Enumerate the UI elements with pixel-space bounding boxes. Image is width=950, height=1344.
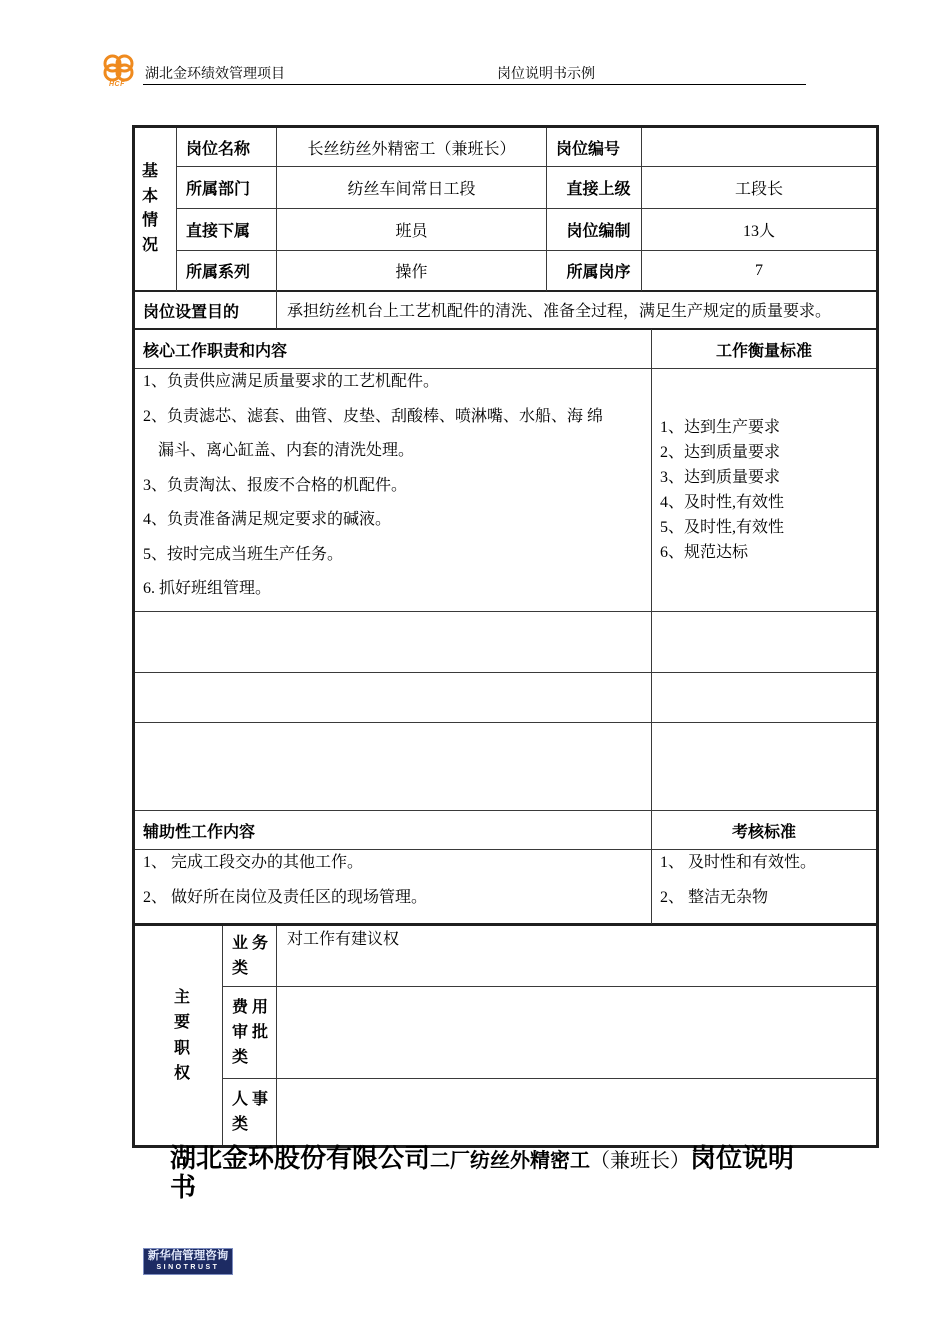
hcf-logo bbox=[100, 54, 138, 90]
performance-standard-item: 6、规范达标 bbox=[660, 544, 749, 561]
blank-table-row bbox=[135, 723, 876, 810]
hcf-logo-icon bbox=[100, 54, 137, 82]
department-value: 纺丝车间常日工段 bbox=[347, 181, 476, 198]
authority-expense-approval-label: 费用审批类 bbox=[232, 999, 268, 1066]
authority-business-cell bbox=[223, 926, 276, 986]
title-doc-type: 岗位说明书 bbox=[170, 1143, 795, 1202]
performance-standard-item: 1、达到生产要求 bbox=[660, 419, 781, 436]
direct-supervisor-label: 直接上级 bbox=[566, 181, 631, 198]
authority-business-label: 业务类 bbox=[232, 935, 268, 977]
core-duty-item: 5、按时完成当班生产任务。 bbox=[143, 545, 344, 563]
sinotrust-logo bbox=[143, 1248, 233, 1275]
authority-personnel-label: 人事类 bbox=[232, 1091, 268, 1133]
direct-subordinate-label: 直接下属 bbox=[186, 223, 251, 240]
assessment-standard-item: 2、 整洁无杂物 bbox=[660, 889, 769, 906]
position-purpose-label: 岗位设置目的 bbox=[143, 303, 240, 321]
performance-standards-header: 工作衡量标准 bbox=[715, 342, 812, 360]
performance-standard-item: 4、及时性,有效性 bbox=[660, 494, 785, 511]
headcount-label: 岗位编制 bbox=[566, 223, 631, 240]
direct-supervisor-value: 工段长 bbox=[734, 181, 783, 198]
document-type: 岗位说明书示例 bbox=[497, 67, 595, 82]
core-duty-item-continuation: 漏斗、离心缸盖、内套的清洗处理。 bbox=[158, 442, 415, 459]
project-name: 湖北金环绩效管理项目 bbox=[145, 67, 285, 82]
core-duty-item: 3、负责淘汰、报废不合格的机配件。 bbox=[143, 476, 408, 494]
performance-standard-item: 5、及时性,有效性 bbox=[660, 519, 785, 536]
performance-standards-list bbox=[660, 415, 784, 565]
position-name-label: 岗位名称 bbox=[186, 140, 251, 158]
core-duty-item: 1、负责供应满足质量要求的工艺机配件。 bbox=[143, 373, 440, 390]
document-title bbox=[170, 1143, 806, 1204]
authority-section-label: 主要职权 bbox=[174, 988, 191, 1082]
assessment-standard-item: 1、 及时性和有效性。 bbox=[660, 854, 817, 871]
position-name-value: 长丝纺丝外精密工（兼班长） bbox=[307, 140, 516, 158]
authority-personnel-text bbox=[277, 1079, 876, 1145]
sinotrust-logo-name: 新华信管理咨询 bbox=[147, 1250, 229, 1262]
core-duties-list bbox=[143, 365, 603, 607]
core-duties-header: 核心工作职责和内容 bbox=[143, 342, 288, 360]
title-position: 二厂纺丝外精密工 bbox=[430, 1150, 591, 1172]
position-number-value bbox=[642, 128, 876, 166]
job-series-value: 操作 bbox=[395, 264, 428, 281]
auxiliary-duties-header: 辅助性工作内容 bbox=[143, 823, 256, 841]
blank-table-row bbox=[135, 673, 876, 722]
job-grade-label: 所属岗序 bbox=[566, 264, 631, 281]
title-concurrent-role: （兼班长） bbox=[590, 1150, 691, 1172]
authority-expense-approval-text bbox=[277, 987, 876, 1078]
auxiliary-duty-item: 1、 完成工段交办的其他工作。 bbox=[143, 854, 364, 871]
assessment-standards-header: 考核标准 bbox=[731, 823, 796, 841]
assessment-standards-list bbox=[660, 845, 816, 915]
core-duty-item: 2、负责滤芯、滤套、曲管、皮垫、刮酸棒、喷淋嘴、水船、海 绵 bbox=[143, 407, 604, 425]
auxiliary-duties-list bbox=[143, 845, 427, 915]
authority-expense-approval-cell bbox=[223, 987, 276, 1078]
header-divider bbox=[143, 84, 806, 85]
job-series-label: 所属系列 bbox=[186, 264, 251, 281]
performance-standards-cell bbox=[652, 369, 876, 611]
title-company: 湖北金环股份有限公司 bbox=[170, 1143, 431, 1173]
core-duty-item: 4、负责准备满足规定要求的碱液。 bbox=[143, 511, 392, 528]
job-description-table bbox=[132, 125, 879, 1148]
position-purpose-text: 承担纺丝机台上工艺机配件的清洗、准备全过程，满足生产规定的质量要求。 bbox=[287, 302, 832, 320]
job-grade-value: 7 bbox=[755, 261, 763, 279]
auxiliary-duty-item: 2、 做好所在岗位及责任区的现场管理。 bbox=[143, 889, 428, 906]
hcf-logo-letters: HCF bbox=[109, 81, 125, 88]
basic-info-section-label: 基本情况 bbox=[142, 163, 159, 254]
core-duty-item: 6. 抓好班组管理。 bbox=[143, 580, 272, 597]
sinotrust-logo-name-en: SINOTRUST bbox=[156, 1264, 220, 1271]
position-number-label: 岗位编号 bbox=[556, 140, 621, 158]
authority-business-text: 对工作有建议权 bbox=[287, 931, 400, 948]
performance-standard-item: 3、达到质量要求 bbox=[660, 469, 781, 486]
blank-table-row bbox=[135, 612, 876, 672]
basic-info-section bbox=[135, 128, 176, 290]
performance-standard-item: 2、达到质量要求 bbox=[660, 444, 781, 461]
authority-section bbox=[135, 926, 222, 1145]
department-label: 所属部门 bbox=[186, 181, 251, 198]
direct-subordinate-value: 班员 bbox=[395, 223, 428, 240]
headcount-value: 13人 bbox=[742, 223, 775, 240]
authority-personnel-cell bbox=[223, 1079, 276, 1145]
